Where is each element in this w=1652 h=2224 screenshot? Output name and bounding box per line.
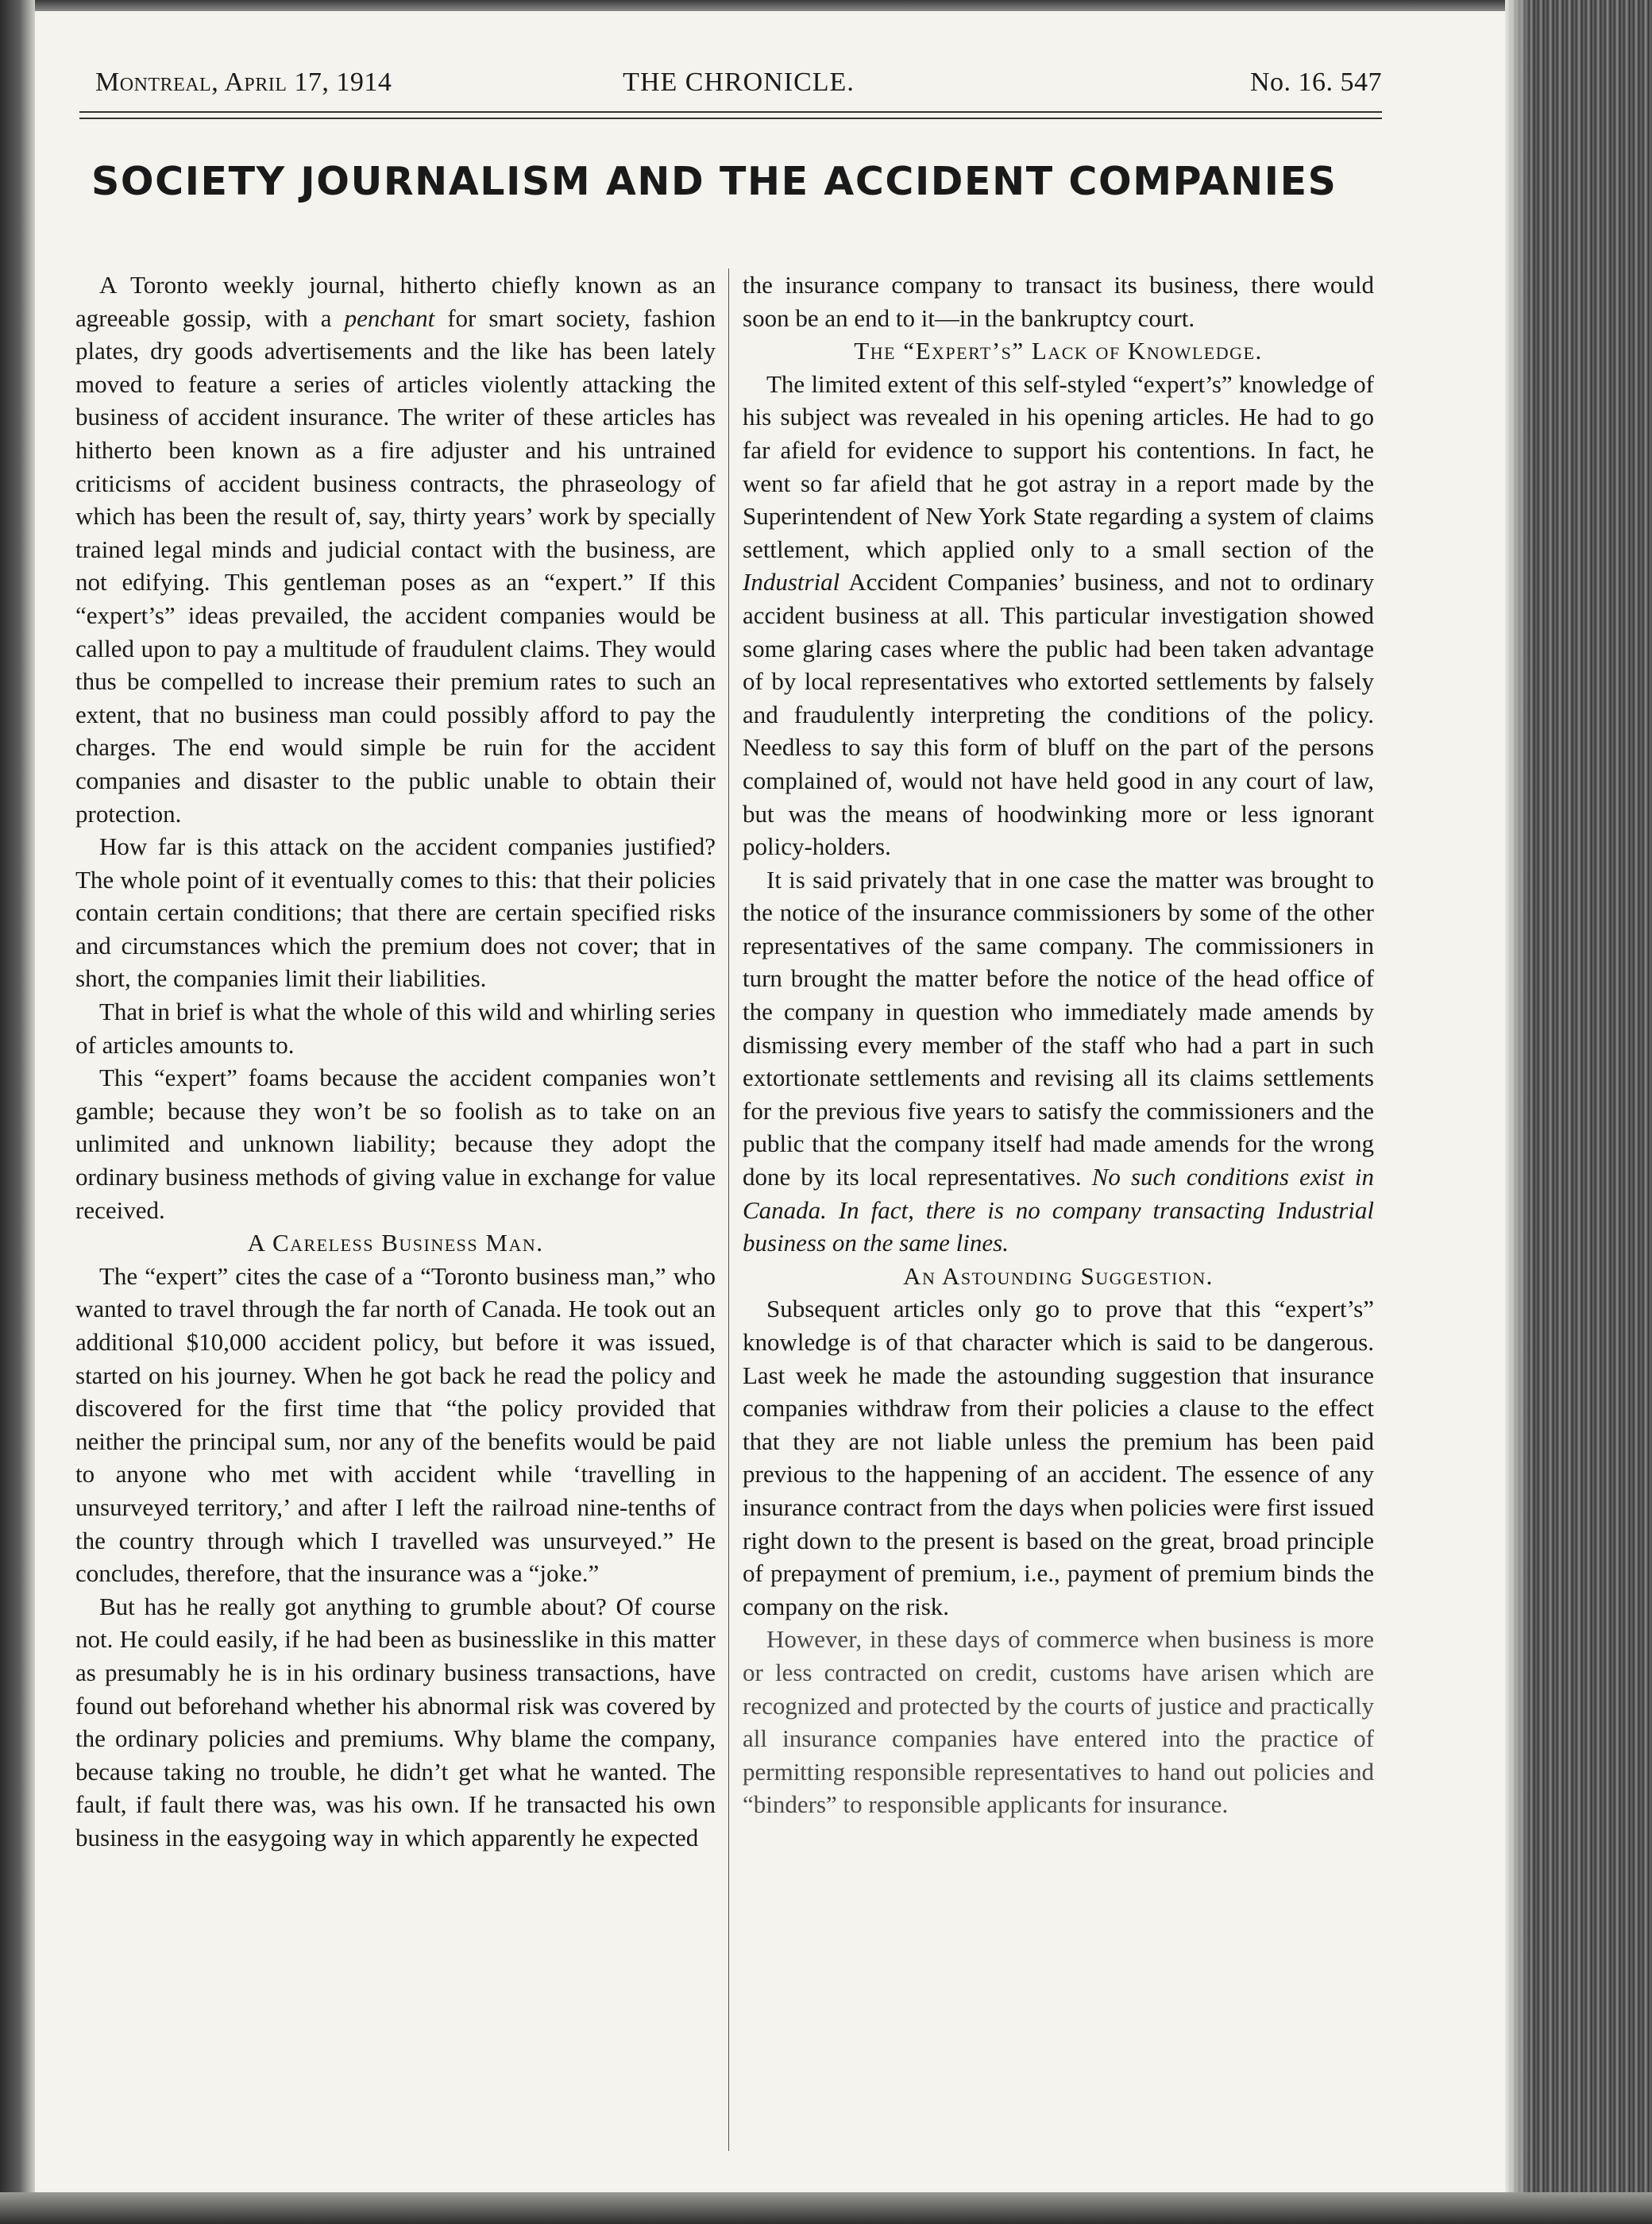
book-spine-edge: [1505, 0, 1652, 2224]
paragraph-8-text: It is said privately that in one case the matter was brought to the notice of the insurance commissioners by some of the other representatives of the same company. The commissioners in turn brought the matter before the notice of the head office of the company in question who immediately made amends by dismissing every member of the staff who had a part in such extortionate settlements and revising all its claims settlements for the previous five years to satisfy the commissioners and the public that the company itself had made amends for the wrong done by its local representatives.: [743, 865, 1374, 1191]
paragraph-8-emphasis: No such conditions exist in Canada. In fact, there is no company transacting Industrial business on the same lines.: [743, 1163, 1375, 1257]
header-dateline: Montreal, April 17, 1914: [95, 68, 392, 97]
column-divider: [728, 268, 729, 2151]
paragraph-7-text-b: Accident Companies’ business, and not to ordinary accident business at all. This particular investigation showed some glaring cases where the public had been taken advantage of by local representatives who extorted settlements by falsely and fraudulently interpreting the conditions of the policy. Needless to say this form of bluff on the part of the persons complained of, would not have held good in any court of law, but was the means of hoodwinking more or less ignorant policy-holders.: [743, 568, 1374, 861]
paragraph-6-continued: the insurance company to transact its business, there would soon be an end to it—in the bankruptcy court.: [743, 271, 1374, 332]
running-header: [95, 68, 1382, 115]
left-column: [75, 268, 716, 1855]
right-column: [743, 268, 1374, 1821]
subheading-astounding-suggestion: An Astounding Suggestion.: [903, 1261, 1214, 1290]
paragraph-5: The “expert” cites the case of a “Toronto business man,” who wanted to travel through the far north of Canada. He took out an additional $10,000 accident policy, but before it was issued, started on his journey. When he got back he read the policy and discovered for the first time that “the policy provided that neither the principal sum, nor any of the benefits would be paid to anyone who met with accident while ‘travelling in unsurveyed territory,’ and after I left the railroad nine-tenths of the country through which I travelled was unsurveyed.” He concludes, therefore, that the insurance was a “joke.”: [75, 1261, 716, 1588]
paragraph-1-emphasis: penchant: [344, 303, 435, 332]
paragraph-7-text-a: The limited extent of this self-styled “expert’s” knowledge of his subject was revealed in his opening articles. He had to go far afield for evidence to support his contentions. In fact, he went so far afield that he got astray in a report made by the Superintendent of New York State regarding a system of claims settlement, which applied only to a small section of the: [743, 369, 1374, 563]
paragraph-10: However, in these days of commerce when business is more or less contracted on credit, customs have arisen which are recognized and protected by the courts of justice and practically all insurance companies have entered into the practice of permitting responsible representatives to hand out policies and “binders” to responsible applicants for insurance.: [743, 1625, 1374, 1819]
paragraph-7: [743, 368, 1374, 863]
paragraph-7-emphasis: Industrial: [743, 568, 840, 597]
paragraph-1: [75, 268, 716, 830]
paragraph-1-text-b: for smart society, fashion plates, dry goods advertisements and the like has been lately moved to feature a series of articles violently attacking the business of accident insurance. The writer of these articles has hitherto been known as a fire adjuster and his untrained criticisms of accident business contracts, the phraseology of which has been the result of, say, thirty years’ work by specially trained legal minds and judicial contact with the business, are not edifying. This gentleman poses as an “expert.” If this “expert’s” ideas prevailed, the accident companies would be called upon to pay a multitude of fraudulent claims. They would thus be compelled to increase their premium rates to such an extent, that no business man could possibly afford to pay the charges. The end would simple be ruin for the accident companies and disaster to the public unable to obtain their protection.: [75, 303, 716, 828]
article-title: SOCIETY JOURNALISM AND THE ACCIDENT COMPANIES: [91, 159, 1337, 204]
header-issue-page: No. 16. 547: [1249, 68, 1382, 97]
paragraph-1-text-a: A Toronto weekly journal, hitherto chiefly known as an agreeable gossip, with a: [75, 271, 716, 332]
subheading-careless-business-man: A Careless Business Man.: [247, 1229, 544, 1257]
bottom-page-edge: [0, 2192, 1652, 2224]
paragraph-2: How far is this attack on the accident companies justified? The whole point of it eventually comes to this: that their policies contain certain conditions; that there are certain specified risks and circumstances which the premium does not cover; that in short, the companies limit their liabilities.: [75, 832, 716, 993]
header-rule-top: [79, 111, 1382, 113]
paragraph-6: But has he really got anything to grumble about? Of course not. He could easily, if he had been as businesslike in this matter as presumably he is in his ordinary business transactions, have found out beforehand whether his abnormal risk was covered by the ordinary policies and premiums. Why blame the company, because taking no trouble, he didn’t get what he wanted. The fault, if fault there was, was his own. If he transacted his own business in the easygoing way in which apparently he expected: [75, 1592, 716, 1851]
header-rule-bottom: [79, 118, 1382, 119]
paragraph-4: This “expert” foams because the accident companies won’t gamble; because they won’t be so foolish as to take on an unlimited and unknown liability; because they adopt the ordinary business methods of giving value in exchange for value received.: [75, 1064, 716, 1224]
paragraph-9: Subsequent articles only go to prove that this “expert’s” knowledge is of that character which is said to be dangerous. Last week he made the astounding suggestion that insurance companies withdraw from their policies a clause to the effect that they are not liable unless the premium has been paid previous to the happening of an accident. The essence of any insurance contract from the days when policies were first issued right down to the present is based on the great, broad principle of prepayment of premium, i.e., payment of premium binds the company on the risk.: [743, 1295, 1374, 1620]
top-page-shadow: [0, 0, 1652, 11]
newspaper-page: [75, 48, 1382, 2176]
left-binding-edge: [0, 0, 35, 2224]
header-publication: THE CHRONICLE.: [623, 68, 855, 97]
paragraph-3: That in brief is what the whole of this wild and whirling series of articles amounts to.: [75, 998, 716, 1059]
subheading-experts-lack-of-knowledge: The “Expert’s” Lack of Knowledge.: [854, 337, 1263, 365]
paragraph-8: [743, 863, 1374, 1260]
